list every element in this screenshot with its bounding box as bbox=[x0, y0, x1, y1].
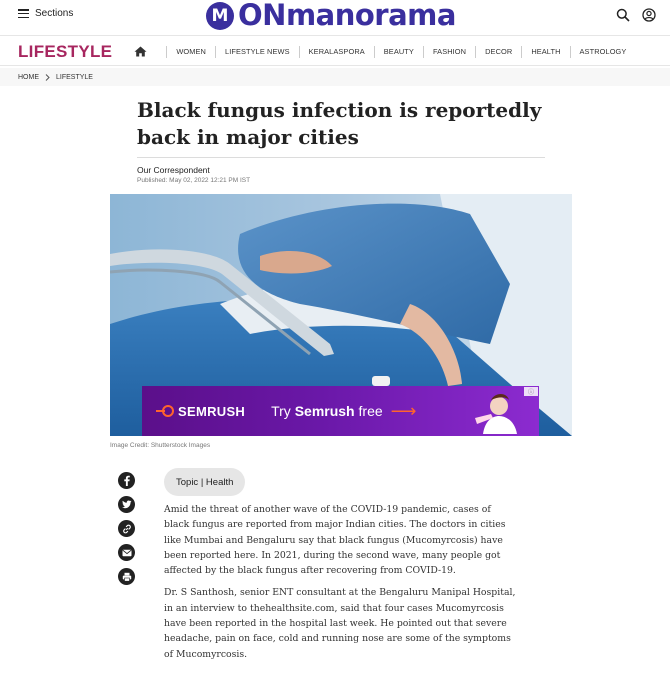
nav-link-beauty[interactable]: BEAUTY bbox=[383, 47, 414, 56]
breadcrumb-current[interactable]: LIFESTYLE bbox=[56, 74, 93, 81]
nav-link-health[interactable]: HEALTH bbox=[531, 47, 561, 56]
ad-figure-illustration bbox=[469, 388, 521, 434]
topic-tag[interactable]: Topic | Health bbox=[164, 468, 245, 496]
headline-divider bbox=[137, 157, 545, 158]
article-paragraph: Dr. S Santhosh, senior ENT consultant at the Bengaluru Manipal Hospital, in an interview to thehealthsite.com, said that four cases Mucomyrcosis have been reported in the hospital last week. He pointed out that severe headache, pain on face, cold and running nose are some of the symptoms of Mucomyrcosis. bbox=[164, 587, 516, 660]
breadcrumb bbox=[18, 74, 93, 81]
logo-mark: M bbox=[206, 2, 234, 30]
search-icon[interactable] bbox=[616, 8, 630, 22]
chevron-right-icon bbox=[45, 74, 50, 81]
article-paragraph: Amid the threat of another wave of the COVID-19 pandemic, cases of black fungus are reported from major Indian cities. The doctors in cities like Mumbai and Bengaluru say that black fungus (Mucomyrcosis) have been reported here. In 2021, during the second wave, many people got affected by the black fungus after recovering from COVID-19. bbox=[164, 504, 506, 577]
nav-separator bbox=[521, 46, 522, 58]
image-credit: Image Credit: Shutterstock Images bbox=[110, 442, 211, 449]
nav-link-decor[interactable]: DECOR bbox=[485, 47, 513, 56]
twitter-icon[interactable] bbox=[118, 496, 135, 513]
nav-separator bbox=[423, 46, 424, 58]
sections-menu-button[interactable] bbox=[18, 8, 73, 19]
share-bar bbox=[118, 472, 135, 585]
semrush-flame-icon bbox=[156, 405, 174, 417]
sections-label: Sections bbox=[35, 8, 74, 19]
home-icon[interactable] bbox=[134, 46, 147, 57]
nav-separator bbox=[215, 46, 216, 58]
logo-wordmark: ONmanorama bbox=[238, 0, 456, 32]
article-author[interactable]: Our Correspondent bbox=[137, 165, 210, 175]
semrush-logo: SEMRUSH bbox=[156, 404, 245, 419]
nav-link-fashion[interactable]: FASHION bbox=[432, 47, 467, 56]
nav-separator bbox=[475, 46, 476, 58]
category-links bbox=[157, 46, 626, 58]
nav-link-astrology[interactable]: ASTROLOGY bbox=[579, 47, 627, 56]
nav-separator bbox=[374, 46, 375, 58]
article-headline: Black fungus infection is reportedly back in major cities bbox=[137, 98, 542, 149]
ad-cta: Try Semrush free ⟶ bbox=[271, 400, 417, 421]
published-date: Published: May 02, 2022 12:21 PM IST bbox=[137, 177, 251, 184]
arrow-right-icon: ⟶ bbox=[390, 400, 417, 421]
nav-separator bbox=[166, 46, 167, 58]
breadcrumb-bar bbox=[0, 68, 670, 86]
nav-link-lifestyle-news[interactable]: LIFESTYLE NEWS bbox=[224, 47, 290, 56]
nav-separator bbox=[570, 46, 571, 58]
article-body bbox=[164, 502, 519, 669]
category-title[interactable]: LIFESTYLE bbox=[18, 41, 113, 61]
hamburger-icon bbox=[18, 9, 29, 18]
site-header bbox=[0, 0, 670, 36]
nav-separator bbox=[299, 46, 300, 58]
category-nav bbox=[0, 38, 670, 66]
breadcrumb-home[interactable]: HOME bbox=[18, 74, 39, 81]
nav-link-keralaspora[interactable]: KERALASPORA bbox=[308, 47, 365, 56]
site-logo[interactable] bbox=[206, 1, 456, 30]
email-icon[interactable] bbox=[118, 544, 135, 561]
nav-link-women[interactable]: WOMEN bbox=[176, 47, 206, 56]
facebook-icon[interactable] bbox=[118, 472, 135, 489]
link-icon[interactable] bbox=[118, 520, 135, 537]
print-icon[interactable] bbox=[118, 568, 135, 585]
ad-choices-icon[interactable]: ⓘ bbox=[524, 387, 538, 396]
semrush-ad-banner[interactable] bbox=[142, 386, 539, 436]
user-icon[interactable] bbox=[642, 8, 656, 22]
